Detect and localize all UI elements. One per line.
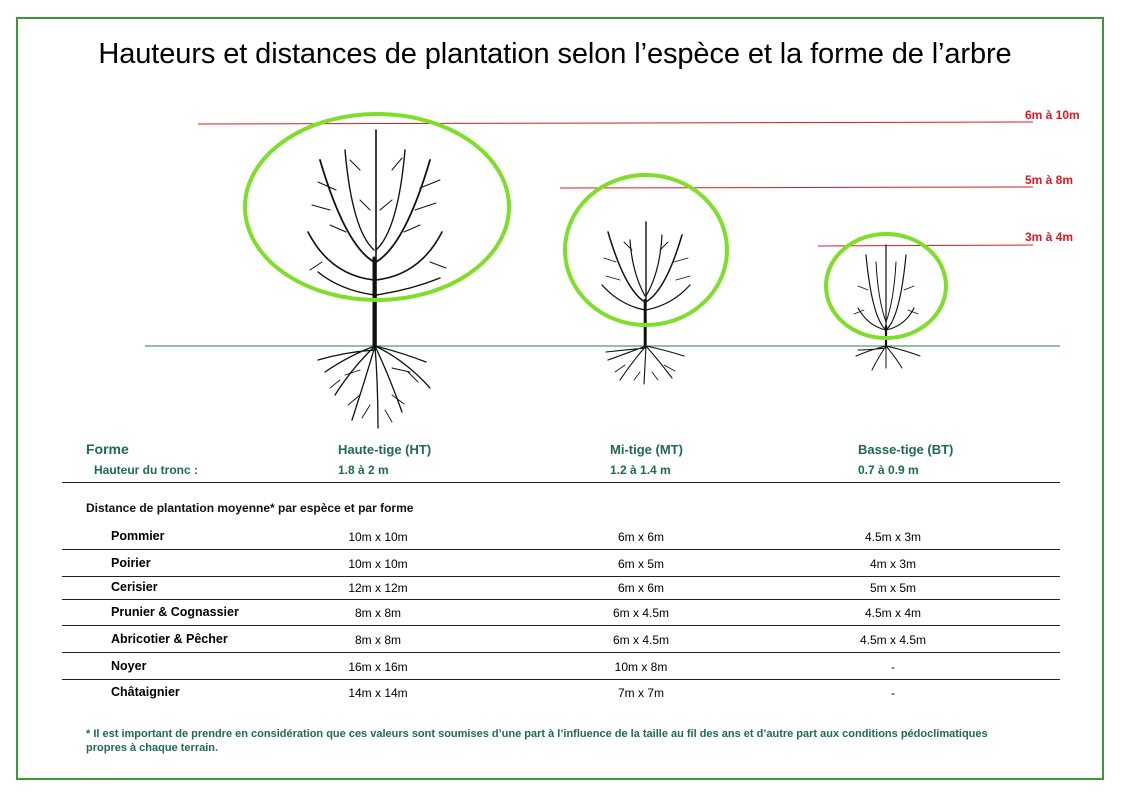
species-poirier: Poirier	[111, 556, 151, 570]
species-cerisier: Cerisier	[111, 580, 158, 594]
cell-poirier-bt: 4m x 3m	[869, 557, 916, 571]
cell-poirier-mt: 6m x 5m	[617, 557, 664, 571]
row-rule	[62, 652, 1060, 653]
cell-noyer-mt: 10m x 8m	[614, 660, 668, 674]
trunk-ht-value: 1.8 à 2 m	[338, 463, 389, 477]
height-label-bt: 3m à 4m	[1025, 230, 1074, 244]
species-prunier: Prunier & Cognassier	[111, 605, 239, 619]
cell-noyer-ht: 16m x 16m	[348, 660, 408, 674]
cell-chataignier-ht: 14m x 14m	[348, 686, 408, 700]
cell-abricotier-ht: 8m x 8m	[354, 633, 401, 647]
cell-prunier-bt: 4.5m x 4m	[864, 606, 921, 620]
footnote: * Il est important de prendre en considération que ces valeurs sont soumises d’une part à l’influence de la taille au fil des ans et d’autre part aux conditions pédoclimatiques propres à chaque terrain.	[86, 728, 988, 754]
height-label-mt: 5m à 8m	[1025, 173, 1074, 187]
cell-chataignier-bt: -	[891, 686, 895, 700]
form-mt-label: Mi-tige (MT)	[610, 442, 683, 457]
row-rule	[62, 599, 1060, 600]
trunk-mt-value: 1.2 à 1.4 m	[610, 463, 671, 477]
row-rule	[62, 549, 1060, 550]
forme-label: Forme	[86, 441, 129, 457]
height-label-ht: 6m à 10m	[1025, 108, 1080, 122]
row-rule	[62, 625, 1060, 626]
form-ht-label: Haute-tige (HT)	[338, 442, 432, 457]
height-line-mt	[560, 187, 1033, 188]
cell-pommier-bt: 4.5m x 3m	[864, 530, 921, 544]
row-rule	[62, 679, 1060, 680]
tree-haute-tige	[308, 130, 446, 428]
distance-section-title: Distance de plantation moyenne* par espèce et par forme	[86, 501, 414, 515]
form-bt-label: Basse-tige (BT)	[858, 442, 954, 457]
cell-noyer-bt: -	[891, 660, 895, 674]
header-rule	[62, 482, 1060, 483]
cell-cerisier-ht: 12m x 12m	[348, 581, 408, 595]
cell-abricotier-mt: 6m x 4.5m	[612, 633, 669, 647]
cell-cerisier-mt: 6m x 6m	[617, 581, 664, 595]
canopy-haute-tige	[245, 114, 509, 300]
tree-basse-tige	[854, 245, 920, 370]
trunk-height-label: Hauteur du tronc :	[94, 463, 198, 477]
species-chataignier: Châtaignier	[111, 685, 180, 699]
row-rule	[62, 576, 1060, 577]
cell-prunier-mt: 6m x 4.5m	[612, 606, 669, 620]
species-abricotier: Abricotier & Pêcher	[111, 632, 228, 646]
cell-pommier-mt: 6m x 6m	[617, 530, 664, 544]
species-pommier: Pommier	[111, 529, 165, 543]
cell-chataignier-mt: 7m x 7m	[617, 686, 664, 700]
trunk-bt-value: 0.7 à 0.9 m	[858, 463, 919, 477]
cell-abricotier-bt: 4.5m x 4.5m	[859, 633, 927, 647]
tree-mi-tige	[602, 222, 690, 384]
species-noyer: Noyer	[111, 659, 147, 673]
page-title: Hauteurs et distances de plantation selon l’espèce et la forme de l’arbre	[98, 38, 1012, 70]
cell-cerisier-bt: 5m x 5m	[869, 581, 916, 595]
cell-prunier-ht: 8m x 8m	[354, 606, 401, 620]
cell-pommier-ht: 10m x 10m	[348, 530, 408, 544]
cell-poirier-ht: 10m x 10m	[348, 557, 408, 571]
